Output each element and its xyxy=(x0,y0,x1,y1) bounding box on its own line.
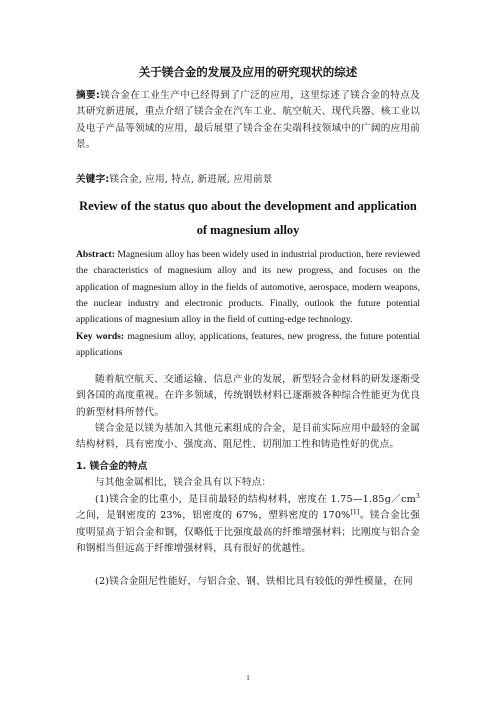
page-number: 1 xyxy=(246,674,250,682)
keywords-cn-label: 关键字: xyxy=(76,174,110,185)
section-heading-1: 1. 镁合金的特点 xyxy=(76,461,148,472)
item1-citation: [1] xyxy=(350,509,360,517)
item1-text-a: (1)镁合金的比重小，是目前最轻的结构材料，密度在 1.75—1.85g／cm xyxy=(95,494,416,505)
abstract-en xyxy=(76,247,420,328)
title-cn: 关于镁合金的发展及应用的研究现状的综述 xyxy=(138,65,358,79)
keywords-cn xyxy=(76,172,420,188)
keywords-en xyxy=(76,329,420,362)
item1-superscript-unit: 3 xyxy=(415,492,420,500)
intro-paragraph-1: 随着航空航天、交通运输、信息产业的发展，新型轻合金材料的研发逐渐受到各国的高度重视。在许多领域，传统钢铁材料已逐渐被各种综合性能更为优良的新型材料所替代。 xyxy=(76,374,420,418)
keywords-cn-text: 镁合金, 应用, 特点, 新进展, 应用前景 xyxy=(109,174,273,185)
item1-text-b: 之间，是钢密度的 23%，铝密度的 67%，塑料密度的 170% xyxy=(76,510,351,522)
title-en: Review of the status quo about the development and application of magnesium alloy xyxy=(79,199,417,237)
abstract-en-label: Abstract: xyxy=(76,249,115,260)
section1-lead: 与其他金属相比，镁合金具有以下特点： xyxy=(95,477,272,488)
keywords-en-text: magnesium alloy, applications, features, new progress, the future potential applications xyxy=(76,331,420,359)
section1-item-2: (2)镁合金阻尼性能好，与铝合金、钢、铁相比具有较低的弹性模量，在同 xyxy=(95,576,413,587)
item1-text-c: 。镁合金比强度明显高于铝合金和钢，仅略低于比强度最高的纤维增强材料；比刚度与铝合金和钢相当但远高于纤维增强材料，具有很好的优越性。 xyxy=(76,510,420,555)
abstract-cn-text: 镁合金在工业生产中已经得到了广泛的应用，这里综述了镁合金的特点及其研究新进展，重点介绍了镁合金在汽车工业、航空航天、现代兵器、核工业以及电子产品等领域的应用，最后展望了镁合金在尖端科技领域中的广阔的应用前景。 xyxy=(76,90,421,151)
abstract-en-text: Magnesium alloy has been widely used in industrial production, here reviewed the characteristics of magnesium alloy and its new progress, and focuses on the application of magnesium alloy in the fields of automotive, aerospace, modern weapons, the nuclear industry and electronic products. Finally, outlook the future potential applications of magnesium alloy in the field of cutting-edge technology. xyxy=(76,249,421,326)
section1-item-1 xyxy=(76,492,420,558)
abstract-cn xyxy=(76,88,420,154)
abstract-cn-label: 摘要: xyxy=(76,90,101,101)
intro-paragraph-2: 镁合金是以镁为基加入其他元素组成的合金，是目前实际应用中最轻的金属结构材料，具有密度小、强度高、阻尼性、切削加工性和铸造性好的优点。 xyxy=(76,423,420,451)
keywords-en-label: Key words: xyxy=(76,331,125,342)
